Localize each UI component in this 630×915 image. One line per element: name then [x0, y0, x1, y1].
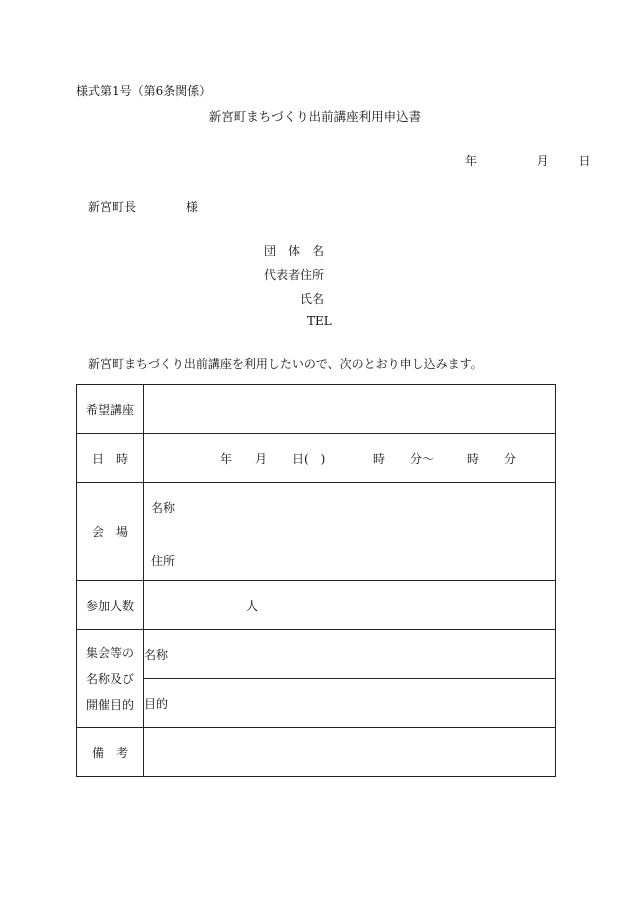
table-row	[77, 728, 556, 777]
meeting-purpose-field[interactable]: 目的	[144, 679, 556, 728]
table-row	[77, 385, 556, 434]
table-row	[77, 581, 556, 630]
application-table	[76, 384, 556, 777]
date-year-label: 年	[465, 154, 478, 168]
representative-address-label: 代表者住所	[264, 268, 325, 282]
dt-year: 年	[220, 452, 233, 466]
desired-course-field[interactable]	[144, 385, 556, 434]
table-row	[77, 679, 556, 728]
datetime-label: 日 時	[77, 434, 144, 483]
group-name-label: 団 体 名	[264, 244, 324, 258]
form-title: 新宮町まちづくり出前講座利用申込書	[208, 109, 422, 124]
tel-label: TEL	[307, 314, 332, 328]
application-statement: 新宮町まちづくり出前講座を利用したいので、次のとおり申し込みます。	[88, 357, 483, 371]
participants-field[interactable]	[144, 581, 556, 630]
venue-address-label: 住所	[151, 554, 176, 568]
form-number: 様式第1号（第6条関係）	[76, 84, 212, 98]
table-row	[77, 630, 556, 679]
dt-day: 日( )	[292, 452, 326, 466]
table-row	[77, 483, 556, 581]
meeting-name-field[interactable]: 名称	[144, 630, 556, 679]
dt-month: 月	[255, 452, 268, 466]
desired-course-label: 希望講座	[77, 385, 144, 434]
date-month-label: 月	[536, 154, 549, 168]
dt-hour-start: 時	[373, 452, 386, 466]
date-fields	[465, 152, 591, 169]
addressee	[88, 198, 198, 215]
datetime-field[interactable]	[144, 434, 556, 483]
venue-name-label: 名称	[151, 501, 176, 515]
venue-field[interactable]	[144, 483, 556, 581]
addressee-suffix: 様	[185, 200, 198, 214]
dt-hour-end: 時	[467, 452, 480, 466]
table-row	[77, 434, 556, 483]
remarks-field[interactable]	[144, 728, 556, 777]
date-day-label: 日	[578, 154, 591, 168]
dt-minute-end: 分	[504, 452, 517, 466]
addressee-label: 新宮町長	[88, 200, 137, 214]
meeting-label: 集会等の 名称及び 開催目的	[77, 630, 144, 728]
applicant-name-label: 氏名	[300, 292, 325, 306]
participants-label: 参加人数	[77, 581, 144, 630]
remarks-label: 備 考	[77, 728, 144, 777]
dt-minute-start: 分〜	[410, 452, 435, 466]
participants-unit: 人	[246, 598, 259, 613]
venue-label: 会 場	[77, 483, 144, 581]
